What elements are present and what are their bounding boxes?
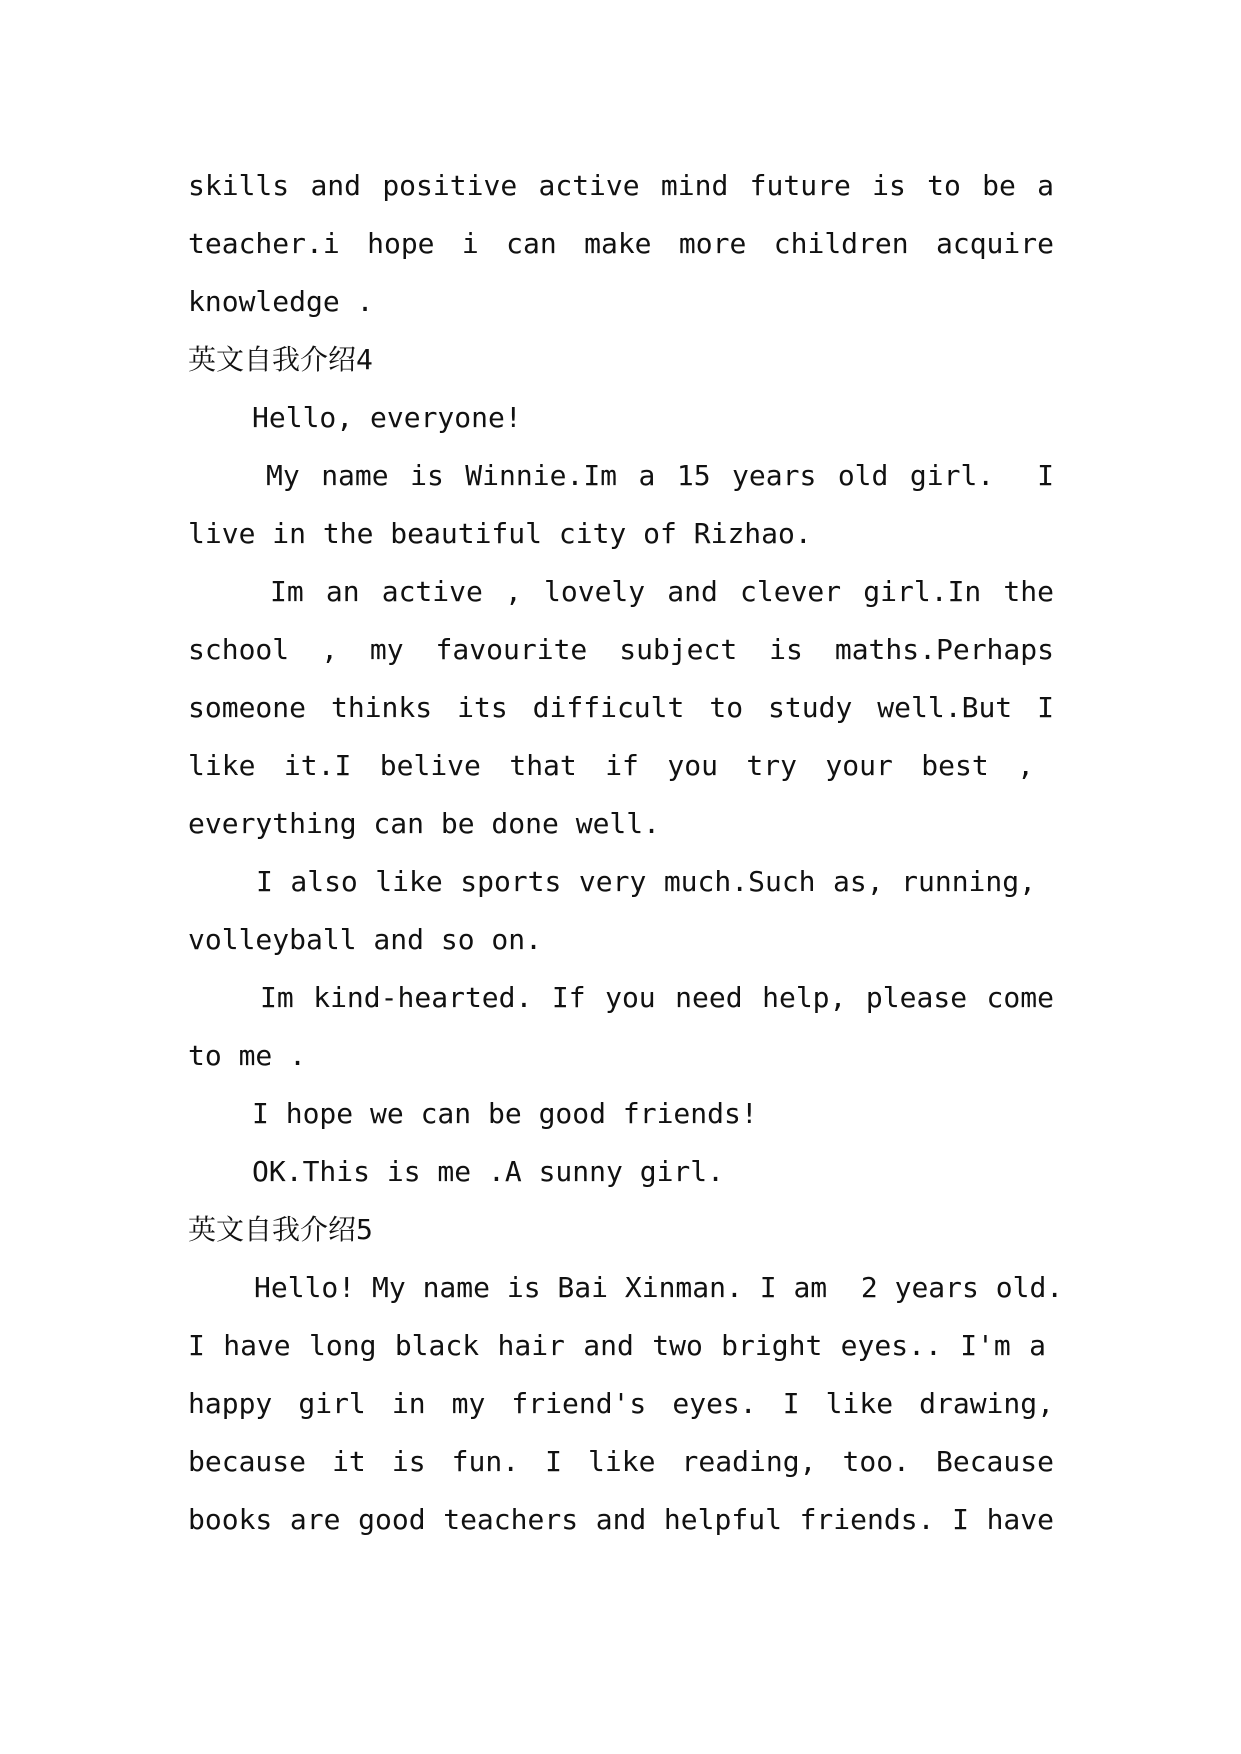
text-line: happy girl in my friend's eyes. I like drawing, [188, 1387, 1054, 1420]
text-line: I have long black hair and two bright eyes.. I'm a [188, 1329, 1046, 1362]
text-line: like it.I belive that if you try your best , [188, 749, 1034, 782]
text-line: books are good teachers and helpful friends. I have [188, 1503, 1054, 1536]
text-line: teacher.i hope i can make more children acquire [188, 227, 1054, 260]
text-line: volleyball and so on. [188, 923, 543, 956]
text-line: My name is Winnie.Im a 15 years old girl. I [266, 459, 1054, 492]
text-line: skills and positive active mind future is to be a [188, 169, 1054, 202]
text-line: Hello! My name is Bai Xinman. I am 2 years old. [254, 1271, 1064, 1304]
text-line: because it is fun. I like reading, too. Because [188, 1445, 1054, 1478]
text-line: I hope we can be good friends! [252, 1097, 758, 1130]
text-line: Im kind-hearted. If you need help, please come [260, 981, 1054, 1014]
text-line: everything can be done well. [188, 807, 661, 840]
text-line: live in the beautiful city of Rizhao. [188, 517, 812, 550]
text-line: I also like sports very much.Such as, running, [256, 865, 1036, 898]
text-line: Hello, everyone! [252, 401, 522, 434]
text-line: OK.This is me .A sunny girl. [252, 1155, 725, 1188]
section-heading: 英文自我介绍5 [188, 1213, 373, 1246]
section-heading: 英文自我介绍4 [188, 343, 373, 376]
text-line: someone thinks its difficult to study well.But I [188, 691, 1054, 724]
text-line: Im an active , lovely and clever girl.In the [270, 575, 1054, 608]
text-line: to me . [188, 1039, 307, 1072]
text-line: school , my favourite subject is maths.Perhaps [188, 633, 1054, 666]
text-line: knowledge . [188, 285, 374, 318]
